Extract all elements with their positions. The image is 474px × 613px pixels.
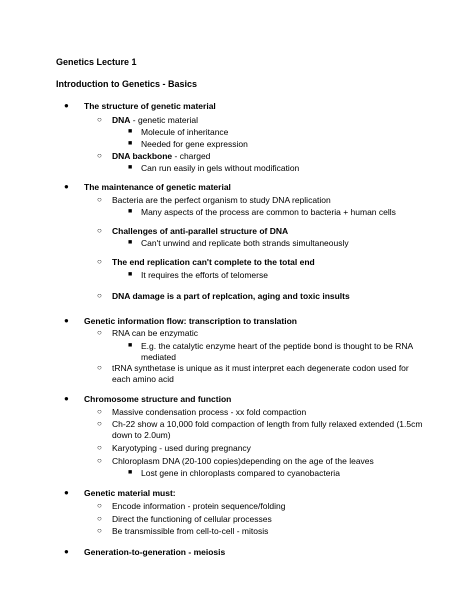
section-heading-text <box>84 316 297 327</box>
sub-list-item-text <box>141 341 426 362</box>
bullet-marker-level-3: ■ <box>128 469 133 476</box>
bullet-marker-level-2: ○ <box>97 115 102 124</box>
list-item-plain-label: Chloroplasm DNA (20-100 copies)depending on the age of the leaves <box>112 456 374 466</box>
sub-list-item-plain-label: Many aspects of the process are common to bacteria + human cells <box>141 207 396 217</box>
section-heading-bold-label: The structure of genetic material <box>84 101 216 111</box>
section-heading-bold-label: Generation-to-generation <box>84 547 187 557</box>
list-item-text <box>112 501 285 512</box>
list-item-text <box>112 291 350 302</box>
bullet-marker-level-2: ○ <box>97 456 102 465</box>
list-item-plain-label: Encode information - protein sequence/folding <box>112 501 286 511</box>
bullet-marker-level-2: ○ <box>97 407 102 416</box>
list-item-text <box>112 195 331 206</box>
bullet-marker-level-3: ■ <box>128 140 133 147</box>
list-item-bold-label: DNA damage is a part of replcation, aging and toxic insults <box>112 291 350 301</box>
list-item-text <box>112 151 210 162</box>
bullet-marker-level-3: ■ <box>128 271 133 278</box>
list-item-text <box>112 257 315 268</box>
sub-list-item-text <box>141 270 268 281</box>
list-item-plain-label: RNA can be enzymatic <box>112 328 198 338</box>
list-item-text <box>112 363 426 384</box>
document-title: Genetics Lecture 1 <box>56 57 137 67</box>
bullet-marker-level-2: ○ <box>97 526 102 535</box>
section-heading-text <box>84 488 176 499</box>
list-item-text <box>112 456 374 467</box>
section-heading-text <box>84 182 231 193</box>
list-item-plain-label: Massive condensation process - xx fold compaction <box>112 407 307 417</box>
list-item-plain-label: Bacteria are the perfect organism to study DNA replication <box>112 195 331 205</box>
bullet-marker-level-2: ○ <box>97 514 102 523</box>
bullet-marker-level-2: ○ <box>97 151 102 160</box>
list-item-text <box>112 526 268 537</box>
sub-list-item-text <box>141 163 299 174</box>
bullet-marker-level-2: ○ <box>97 501 102 510</box>
sub-list-item-plain-label: Can run easily in gels without modification <box>141 163 300 173</box>
sub-list-item-text <box>141 127 228 138</box>
list-item-plain-label: Direct the functioning of cellular processes <box>112 514 272 524</box>
sub-list-item-plain-label: Molecule of inheritance <box>141 127 229 137</box>
bullet-marker-level-2: ○ <box>97 257 102 266</box>
bullet-marker-level-1: ● <box>64 101 69 110</box>
bullet-marker-level-3: ■ <box>128 239 133 246</box>
sub-list-item-plain-label: Needed for gene expression <box>141 139 248 149</box>
sub-list-item-text <box>141 468 340 479</box>
list-item-bold-label: DNA backbone <box>112 151 173 161</box>
list-item-text <box>112 115 198 126</box>
sub-list-item-plain-label: E.g. the catalytic enzyme heart of the peptide bond is thought to be RNA mediated <box>141 341 413 362</box>
section-heading-bold-label: Genetic information flow: transcription to translation <box>84 316 297 326</box>
sub-list-item-text <box>141 238 349 249</box>
sub-list-item-text <box>141 207 396 218</box>
bullet-marker-level-3: ■ <box>128 342 133 349</box>
list-item-text <box>112 226 288 237</box>
bullet-marker-level-2: ○ <box>97 328 102 337</box>
list-item-text <box>112 514 272 525</box>
list-item-text <box>112 407 306 418</box>
bullet-marker-level-2: ○ <box>97 419 102 428</box>
bullet-marker-level-1: ● <box>64 394 69 403</box>
sub-list-item-plain-label: It requires the efforts of telomerse <box>141 270 268 280</box>
bullet-marker-level-3: ■ <box>128 128 133 135</box>
bullet-marker-level-1: ● <box>64 316 69 325</box>
bullet-marker-level-1: ● <box>64 182 69 191</box>
list-item-bold-label: DNA <box>112 115 131 125</box>
bullet-marker-level-1: ● <box>64 547 69 556</box>
document-subtitle: Introduction to Genetics - Basics <box>56 79 198 89</box>
sub-list-item-plain-label: Can't unwind and replicate both strands simultaneously <box>141 238 349 248</box>
bullet-marker-level-1: ● <box>64 488 69 497</box>
section-heading-text <box>84 394 231 405</box>
bullet-marker-level-2: ○ <box>97 291 102 300</box>
list-item-plain-label: - genetic material <box>130 115 198 125</box>
sub-list-item-plain-label: Lost gene in chloroplasts compared to cyanobacteria <box>141 468 340 478</box>
list-item-bold-label: Challenges of anti-parallel structure of DNA <box>112 226 289 236</box>
list-item-plain-label: tRNA synthetase is unique as it must interpret each degenerate codon used for each amino acid <box>112 363 409 384</box>
section-heading-bold-label: The maintenance of genetic material <box>84 182 231 192</box>
sub-list-item-text <box>141 139 248 150</box>
bullet-marker-level-3: ■ <box>128 208 133 215</box>
bullet-marker-level-2: ○ <box>97 363 102 372</box>
section-heading-bold-label: Chromosome structure and function <box>84 394 232 404</box>
bullet-marker-level-2: ○ <box>97 443 102 452</box>
section-heading-bold-label: Genetic material must: <box>84 488 176 498</box>
section-heading-text <box>84 547 225 558</box>
list-item-plain-label: - charged <box>172 151 211 161</box>
bullet-marker-level-2: ○ <box>97 195 102 204</box>
list-item-plain-label: Be transmissible from cell-to-cell - mitosis <box>112 526 269 536</box>
list-item-plain-label: Karyotyping - used during pregnancy <box>112 443 251 453</box>
list-item-plain-label: Ch-22 show a 10,000 fold compaction of length from fully relaxed extended (1.5cm down to 2.0um) <box>112 419 423 440</box>
bullet-marker-level-2: ○ <box>97 226 102 235</box>
list-item-text <box>112 328 198 339</box>
section-heading-plain-label: - meiosis <box>186 547 226 557</box>
list-item-text <box>112 419 426 440</box>
list-item-bold-label: The end replication can't complete to the total end <box>112 257 315 267</box>
list-item-text <box>112 443 251 454</box>
bullet-marker-level-3: ■ <box>128 164 133 171</box>
section-heading-text <box>84 101 216 112</box>
